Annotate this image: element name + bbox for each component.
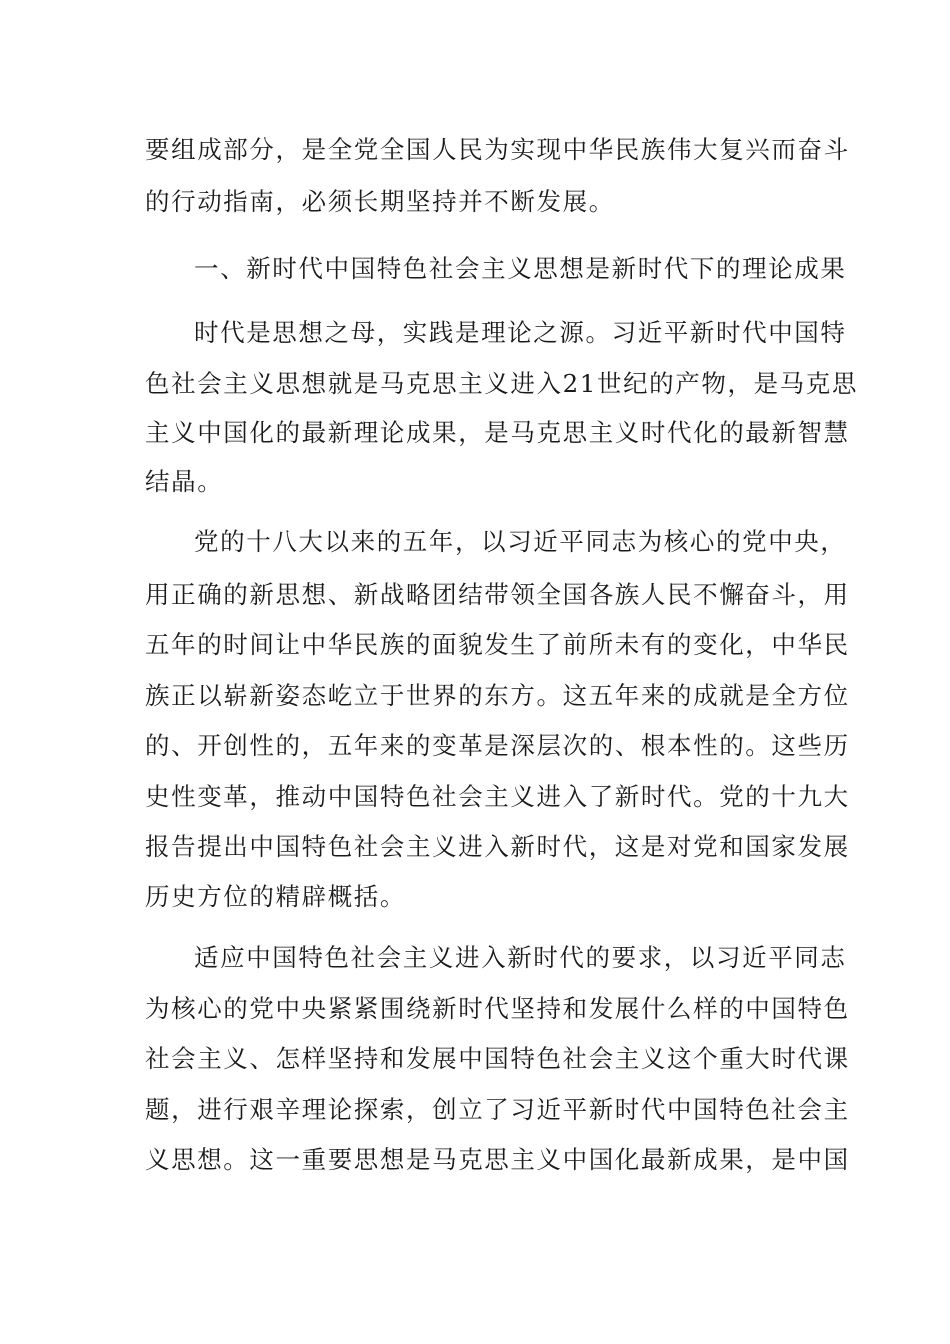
paragraph-line: 结晶。 [145,467,224,496]
paragraph-line: 党的十八大以来的五年，以习近平同志为核心的党中央， [194,527,847,556]
paragraph-line: 适应中国特色社会主义进入新时代的要求，以习近平同志 [194,943,847,972]
paragraph-line: 用正确的新思想、新战略团结带领全国各族人民不懈奋斗，用 [145,580,850,609]
paragraph-line: 族正以崭新姿态屹立于世界的东方。这五年来的成就是全方位 [145,681,850,710]
paragraph-line: 要组成部分，是全党全国人民为实现中华民族伟大复兴而奋斗 [145,135,850,164]
paragraph-line: 的行动指南，必须长期坚持并不断发展。 [145,187,615,216]
paragraph-line: 色社会主义思想就是马克思主义进入21世纪的产物，是马克思 [145,369,858,398]
section-heading: 一、新时代中国特色社会主义思想是新时代下的理论成果 [194,254,847,283]
paragraph-line: 社会主义、怎样坚持和发展中国特色社会主义这个重大时代课 [145,1044,850,1073]
paragraph-line: 史性变革，推动中国特色社会主义进入了新时代。党的十九大 [145,782,850,811]
paragraph-line: 义思想。这一重要思想是马克思主义中国化最新成果，是中国 [145,1145,850,1174]
paragraph-line: 时代是思想之母，实践是理论之源。习近平新时代中国特 [194,318,847,347]
paragraph-line: 五年的时间让中华民族的面貌发生了前所未有的变化，中华民 [145,630,850,659]
paragraph-line: 的、开创性的，五年来的变革是深层次的、根本性的。这些历 [145,731,850,760]
paragraph-line: 主义中国化的最新理论成果，是马克思主义时代化的最新智慧 [145,418,850,447]
paragraph-line: 题，进行艰辛理论探索，创立了习近平新时代中国特色社会主 [145,1095,850,1124]
paragraph-line: 历史方位的精辟概括。 [145,882,406,911]
paragraph-line: 报告提出中国特色社会主义进入新时代，这是对党和国家发展 [145,832,850,861]
paragraph-line: 为核心的党中央紧紧围绕新时代坚持和发展什么样的中国特色 [145,994,850,1023]
